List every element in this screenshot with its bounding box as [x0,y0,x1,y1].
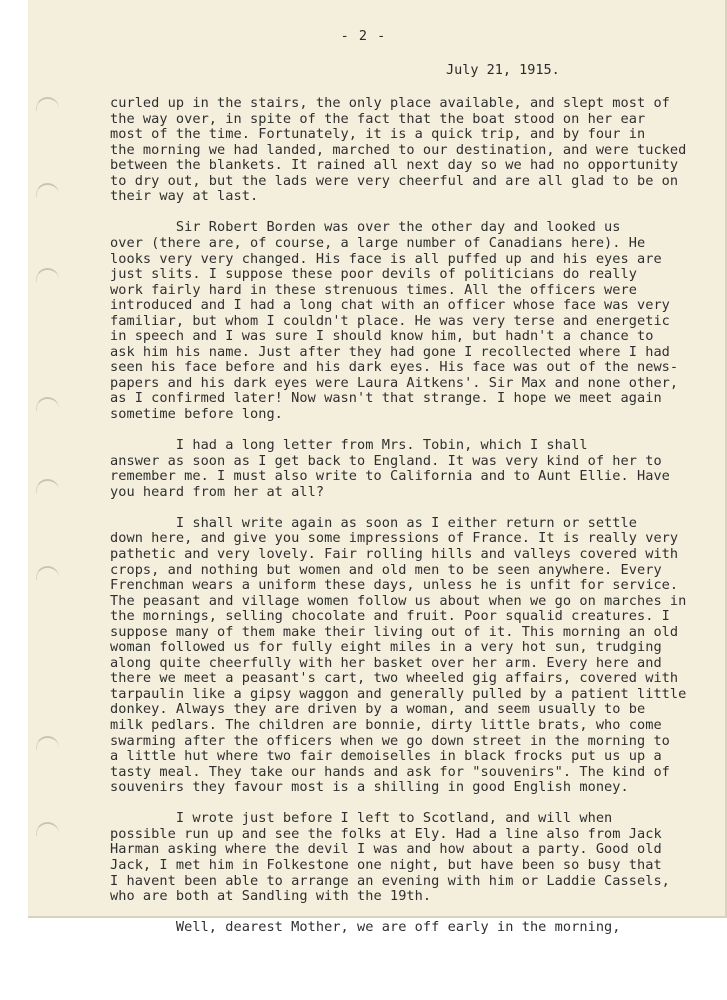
text-line: tarpaulin like a gipsy waggon and generally pulled by a patient little [110,685,687,702]
text-line: I had a long letter from Mrs. Tobin, which I shall [110,437,588,454]
text-line: donkey. Always they are driven by a woman, and seem usually to be [110,701,646,718]
text-line: to dry out, but the lads were very cheerful and are all glad to be on [110,172,679,189]
text-line: curled up in the stairs, the only place available, and slept most of [110,95,670,111]
text-line: swarming after the officers when we go down street in the morning to [110,732,670,749]
text-line: most of the time. Fortunately, it is a quick trip, and by four in [110,126,646,143]
text-line: the way over, in spite of the fact that the boat stood on her ear [110,110,646,127]
binder-hole [36,397,59,411]
text-line: pathetic and very lovely. Fair rolling hills and valleys covered with [110,545,679,562]
text-line: Frenchman wears a uniform these days, unless he is unfit for service. [110,577,679,594]
binder-hole [36,566,59,580]
text-line: seen his face before and his dark eyes. His face was out of the news- [110,359,679,376]
text-line: I wrote just before I left to Scotland, and will when [110,810,613,827]
text-line: Well, dearest Mother, we are off early in the morning, [110,919,621,936]
binder-hole [36,268,59,282]
letter-date: July 21, 1915. [446,62,560,78]
text-line: their way at last. [110,188,259,205]
text-line: introduced and I had a long chat with an officer whose face was very [110,297,670,314]
text-line: tasty meal. They take our hands and ask for "souvenirs". The kind of [110,763,670,780]
text-line: Jack, I met him in Folkestone one night, but have been so busy that [110,856,662,873]
text-line: sometime before long. [110,406,283,422]
text-line: possible run up and see the folks at Ely. Had a line also from Jack [110,825,662,842]
text-line: woman followed us for fully eight miles in a very hot sun, trudging [110,639,662,656]
text-line: the mornings, selling chocolate and fruit. Poor squalid creatures. I [110,608,670,625]
binder-hole [36,183,59,197]
binder-hole [36,736,59,750]
text-line: who are both at Sandling with the 19th. [110,888,432,905]
text-line: the morning we had landed, marched to our destination, and were tucked [110,141,687,158]
text-line: you heard from her at all? [110,483,325,500]
text-line: souvenirs they favour most is a shilling in good English money. [110,779,629,796]
binder-hole [36,479,59,493]
text-line: just slits. I suppose these poor devils of politicians do really [110,266,637,283]
text-line: milk pedlars. The children are bonnie, dirty little brats, who come [110,717,662,733]
text-line: ask him his name. Just after they had gone I recollected where I had [110,343,670,360]
text-line: down here, and give you some impressions of France. It is really very [110,530,679,547]
text-line: there we meet a peasant's cart, two wheeled gig affairs, covered with [110,670,679,687]
text-line: Harman asking where the devil I was and how about a party. Good old [110,841,662,858]
text-line: remember me. I must also write to California and to Aunt Ellie. Have [110,468,670,485]
text-line: suppose many of them make their living out of it. This morning an old [110,623,679,640]
page-number: - 2 - [340,28,387,44]
text-line: I shall write again as soon as I either return or settle [110,514,637,531]
text-line: along quite cheerfully with her basket over her arm. Every here and [110,654,662,671]
text-line: Sir Robert Borden was over the other day and looked us [110,219,621,236]
text-line: papers and his dark eyes were Laura Aitkens'. Sir Max and none other, [110,374,679,391]
text-line: in speech and I was sure I should know him, but hadn't a chance to [110,328,654,345]
text-line: over (there are, of course, a large number of Canadians here). He [110,234,646,251]
text-line: work fairly hard in these strenuous times. All the officers were [110,281,637,298]
binder-hole [36,822,59,836]
text-line: a little hut where two fair demoiselles in black frocks put us up a [110,748,662,765]
text-line: crops, and nothing but women and old men to be seen anywhere. Every [110,561,662,578]
text-line: I havent been able to arrange an evening with him or Laddie Cassels, [110,872,670,889]
text-line: as I confirmed later! Now wasn't that strange. I hope we meet again [110,390,662,407]
text-line: answer as soon as I get back to England. It was very kind of her to [110,452,662,469]
text-line: familiar, but whom I couldn't place. He was very terse and energetic [110,312,670,329]
text-line: looks very very changed. His face is all puffed up and his eyes are [110,250,662,267]
text-line: The peasant and village women follow us about when we go on marches in [110,592,687,609]
binder-hole [36,97,59,111]
text-line: between the blankets. It rained all next day so we had no opportunity [110,157,679,174]
